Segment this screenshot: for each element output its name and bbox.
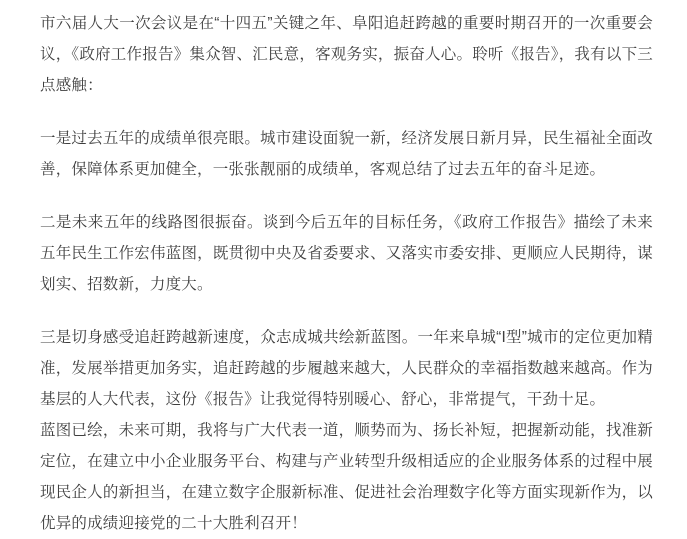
paragraph-5: 蓝图已绘，未来可期，我将与广大代表一道，顺势而为、扬长补短，把握新动能，找准新定位，在建立中小企业服务平台、构建与产业转型升级相适应的企业服务体系的过程中展现民企人的新担当，在建立数字企服新标准、促进社会治理数字化等方面实现新作为，以优异的成绩迎接党的二十大胜利召开！: [40, 422, 653, 532]
paragraph-2: 一是过去五年的成绩单很亮眼。城市建设面貌一新，经济发展日新月异，民生福祉全面改善，保障体系更加健全，一张张靓丽的成绩单，客观总结了过去五年的奋斗足迹。: [40, 130, 653, 178]
paragraph-4: 三是切身感受追赶跨越新速度，众志成城共绘新蓝图。一年来阜城“I型”城市的定位更加精准，发展举措更加务实，追赶跨越的步履越来越大，人民群众的幸福指数越来越高。作为基层的人大代表，这份《报告》让我觉得特别暖心、舒心，非常提气，干劲十足。: [40, 329, 653, 408]
paragraph-3: 二是未来五年的线路图很振奋。谈到今后五年的目标任务，《政府工作报告》描绘了未来五年民生工作宏伟蓝图，既贯彻中央及省委要求、又落实市委安排、更顺应人民期待，谋划实、招数新，力度大。: [40, 214, 653, 293]
article-body: [40, 8, 653, 539]
paragraph-1: 市六届人大一次会议是在“十四五”关键之年、阜阳追赶跨越的重要时期召开的一次重要会议，《政府工作报告》集众智、汇民意，客观务实，振奋人心。聆听《报告》，我有以下三点感触：: [40, 15, 653, 94]
